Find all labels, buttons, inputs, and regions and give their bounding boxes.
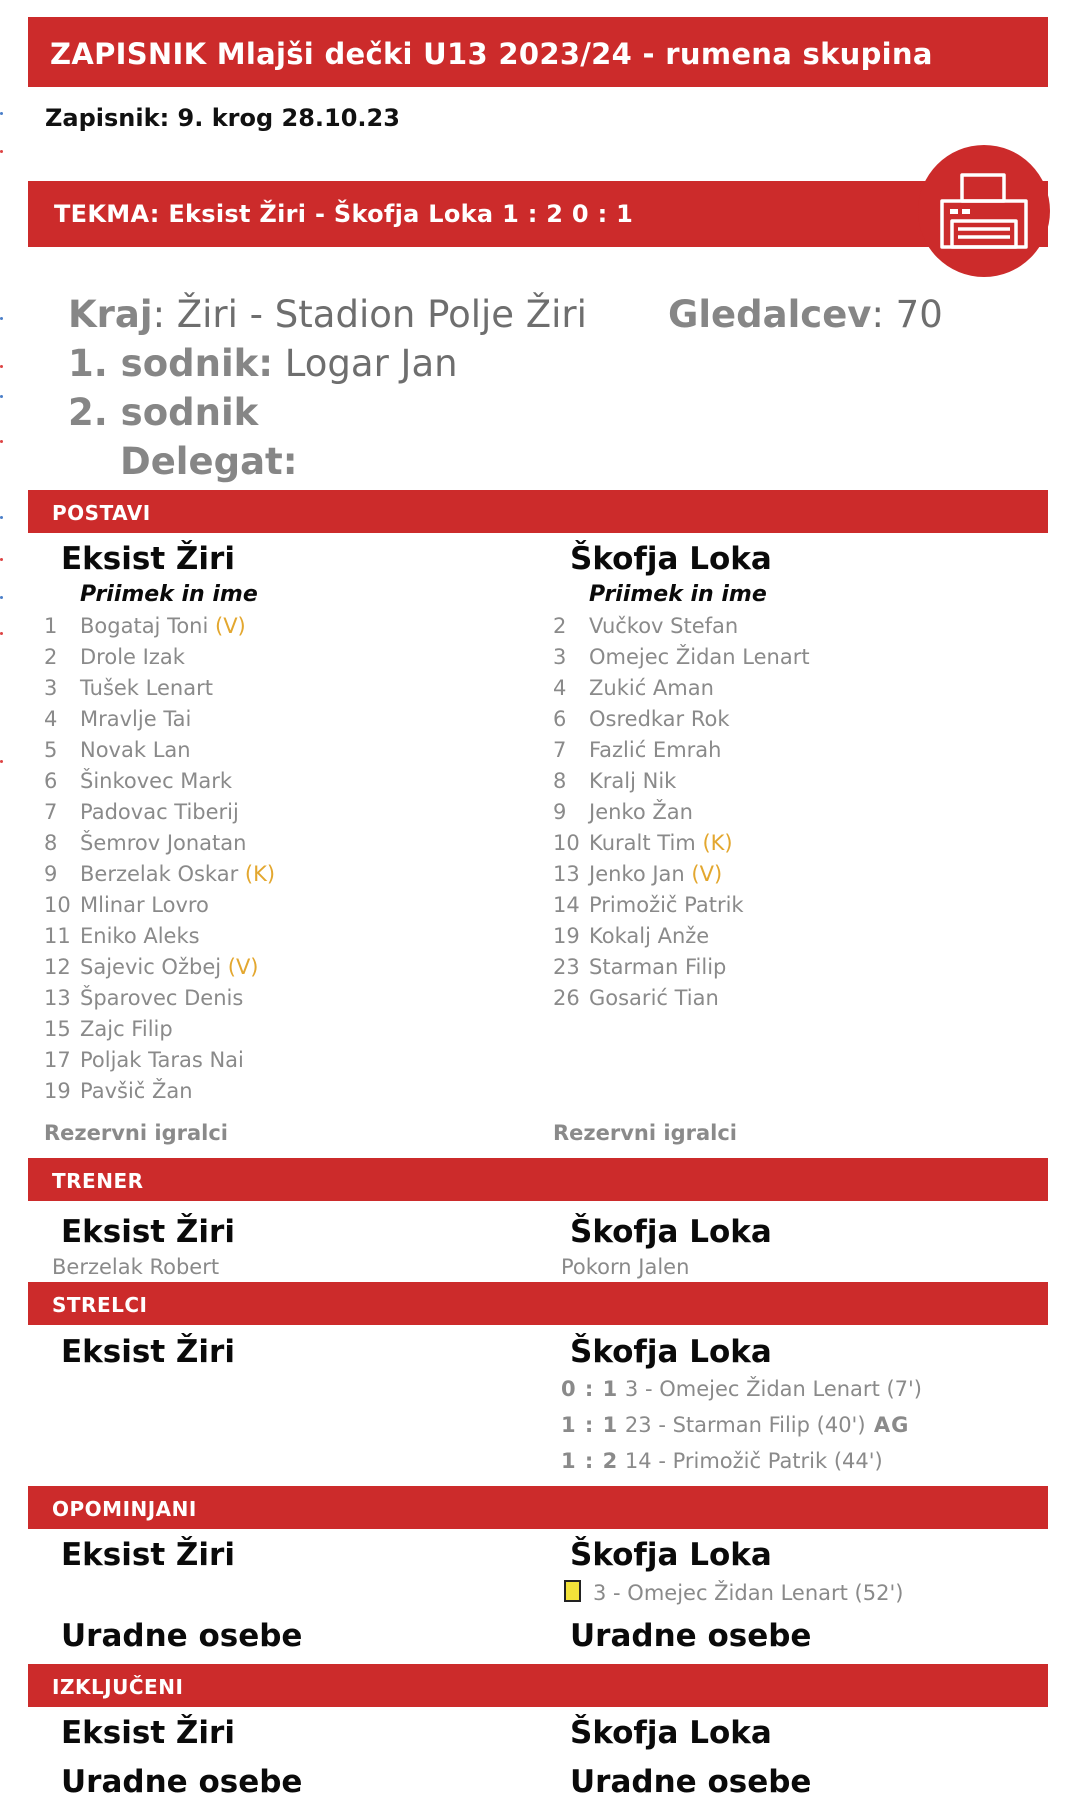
edge-artifact [0, 760, 3, 763]
player-number: 23 [553, 955, 580, 979]
section-cautions: OPOMINJANI [28, 1486, 1048, 1529]
yellow-card-icon [564, 1580, 581, 1602]
coach-away-name: Pokorn Jalen [561, 1255, 690, 1279]
scorers-home-team: Eksist Žiri [61, 1334, 235, 1370]
player-row [553, 800, 693, 824]
player-number: 1 [44, 614, 58, 638]
player-name: Gosarić Tian [589, 986, 719, 1010]
delegate-label: Delegat: [120, 440, 298, 483]
edge-artifact [0, 317, 3, 320]
player-name: Zukić Aman [589, 676, 714, 700]
goal-score: 0 : 1 [561, 1377, 619, 1401]
lineup-away-team: Škofja Loka [570, 541, 772, 577]
edge-artifact [0, 365, 3, 368]
player-number: 19 [553, 924, 580, 948]
player-name: Sajevic Ožbej [80, 955, 222, 979]
coach-home-team: Eksist Žiri [61, 1214, 235, 1250]
spectators-label: Gledalcev [668, 293, 872, 336]
player-name: Jenko Žan [589, 800, 693, 824]
player-row [44, 1079, 193, 1103]
goal-row [561, 1413, 909, 1437]
player-row [553, 955, 726, 979]
referee2-label: 2. sodnik [68, 391, 259, 434]
player-name: Tušek Lenart [80, 676, 213, 700]
player-row [553, 893, 744, 917]
player-number: 2 [553, 614, 567, 638]
player-row [44, 1048, 244, 1072]
venue-value: : Žiri - Stadion Polje Žiri [152, 293, 587, 336]
section-lineups: POSTAVI [28, 490, 1048, 533]
player-name: Šparovec Denis [80, 986, 244, 1010]
print-button[interactable] [918, 145, 1050, 277]
goal-score: 1 : 2 [561, 1449, 619, 1473]
player-name: Primožič Patrik [589, 893, 744, 917]
player-number: 3 [44, 676, 58, 700]
round-subtitle: Zapisnik: 9. krog 28.10.23 [45, 104, 400, 132]
player-name: Zajc Filip [80, 1017, 173, 1041]
player-row [553, 769, 676, 793]
player-number: 10 [553, 831, 580, 855]
goal-row [561, 1377, 922, 1401]
player-name: Šemrov Jonatan [80, 831, 247, 855]
player-number: 9 [553, 800, 567, 824]
player-name: Mravlje Tai [80, 707, 192, 731]
player-row [44, 893, 209, 917]
referee1-label: 1. sodnik: [68, 342, 274, 385]
player-number: 17 [44, 1048, 71, 1072]
player-row [553, 831, 733, 855]
section-scorers: STRELCI [28, 1282, 1048, 1325]
goal-score: 1 : 1 [561, 1413, 619, 1437]
player-role-tag: (V) [208, 614, 246, 638]
player-role-tag: (K) [238, 862, 276, 886]
player-name: Jenko Jan [589, 862, 685, 886]
player-name: Mlinar Lovro [80, 893, 209, 917]
venue-line [68, 293, 587, 336]
cautions-away-team: Škofja Loka [570, 1537, 772, 1573]
player-number: 4 [44, 707, 58, 731]
player-number: 26 [553, 986, 580, 1010]
player-row [44, 738, 191, 762]
spectators-value: : 70 [871, 293, 943, 336]
player-row [553, 645, 810, 669]
player-row [44, 955, 259, 979]
player-number: 7 [553, 738, 567, 762]
player-number: 5 [44, 738, 58, 762]
player-row [44, 862, 275, 886]
delegate-line [120, 440, 298, 483]
player-number: 11 [44, 924, 71, 948]
player-number: 10 [44, 893, 71, 917]
lineup-home-column-header: Priimek in ime [80, 582, 258, 607]
player-number: 19 [44, 1079, 71, 1103]
edge-artifact [0, 632, 3, 635]
player-role-tag: (V) [221, 955, 259, 979]
sendoffs-home-officials: Uradne osebe [61, 1764, 303, 1800]
player-number: 2 [44, 645, 58, 669]
player-number: 12 [44, 955, 71, 979]
player-name: Starman Filip [589, 955, 727, 979]
player-name: Drole Izak [80, 645, 185, 669]
player-number: 15 [44, 1017, 71, 1041]
player-row [44, 707, 191, 731]
goal-scorer: 3 - Omejec Židan Lenart (7') [618, 1377, 922, 1401]
player-row [44, 986, 243, 1010]
caution-text: 3 - Omejec Židan Lenart (52') [593, 1581, 904, 1605]
player-row [44, 1017, 173, 1041]
player-row [44, 645, 185, 669]
scorers-away-team: Škofja Loka [570, 1334, 772, 1370]
player-row [553, 986, 719, 1010]
coach-home-name: Berzelak Robert [52, 1255, 220, 1279]
venue-label: Kraj [68, 293, 153, 336]
referee1-value: Logar Jan [273, 342, 458, 385]
page-title: ZAPISNIK Mlajši dečki U13 2023/24 - rumena skupina [28, 17, 1048, 87]
player-row [553, 738, 721, 762]
player-name: Osredkar Rok [589, 707, 730, 731]
player-row [553, 862, 722, 886]
referee1-line [68, 342, 458, 385]
lineup-home-team: Eksist Žiri [61, 541, 235, 577]
player-name: Fazlić Emrah [589, 738, 722, 762]
player-row [44, 676, 213, 700]
player-row [44, 800, 239, 824]
goal-row [561, 1449, 883, 1473]
player-row [553, 676, 714, 700]
home-reserves-label: Rezervni igralci [44, 1121, 228, 1145]
player-name: Berzelak Oskar [80, 862, 239, 886]
sendoffs-away-team: Škofja Loka [570, 1715, 772, 1751]
player-number: 14 [553, 893, 580, 917]
match-title: TEKMA: Eksist Žiri - Škofja Loka 1 : 2 0 : 1 [28, 181, 1048, 247]
player-name: Šinkovec Mark [80, 769, 233, 793]
printer-icon [918, 145, 1050, 277]
edge-artifact [0, 112, 3, 115]
player-row [44, 614, 246, 638]
player-number: 6 [44, 769, 58, 793]
player-name: Novak Lan [80, 738, 191, 762]
sendoffs-home-team: Eksist Žiri [61, 1715, 235, 1751]
player-number: 13 [553, 862, 580, 886]
player-name: Kralj Nik [589, 769, 677, 793]
referee2-line [68, 391, 258, 434]
edge-artifact [0, 440, 3, 443]
player-name: Eniko Aleks [80, 924, 200, 948]
player-row [553, 707, 730, 731]
edge-artifact [0, 150, 3, 153]
player-row [44, 831, 246, 855]
edge-artifact [0, 558, 3, 561]
player-name: Pavšič Žan [80, 1079, 193, 1103]
edge-artifact [0, 516, 3, 519]
player-row [553, 614, 738, 638]
player-row [44, 924, 200, 948]
player-number: 4 [553, 676, 567, 700]
goal-note: AG [865, 1413, 910, 1437]
player-name: Kuralt Tim [589, 831, 696, 855]
cautions-away-officials: Uradne osebe [570, 1618, 812, 1654]
caution-row [564, 1580, 903, 1605]
section-sendoffs: IZKLJUČENI [28, 1664, 1048, 1707]
cautions-home-team: Eksist Žiri [61, 1537, 235, 1573]
player-number: 9 [44, 862, 58, 886]
player-name: Bogataj Toni [80, 614, 209, 638]
sendoffs-away-officials: Uradne osebe [570, 1764, 812, 1800]
player-role-tag: (K) [695, 831, 733, 855]
edge-artifact [0, 395, 3, 398]
section-coaches: TRENER [28, 1158, 1048, 1201]
player-name: Omejec Židan Lenart [589, 645, 810, 669]
cautions-home-officials: Uradne osebe [61, 1618, 303, 1654]
player-number: 7 [44, 800, 58, 824]
player-role-tag: (V) [684, 862, 723, 886]
goal-scorer: 23 - Starman Filip (40') [618, 1413, 866, 1437]
player-row [553, 924, 709, 948]
player-name: Padovac Tiberij [80, 800, 239, 824]
lineup-away-column-header: Priimek in ime [589, 582, 767, 607]
player-number: 13 [44, 986, 71, 1010]
coach-away-team: Škofja Loka [570, 1214, 772, 1250]
player-row [44, 769, 232, 793]
away-reserves-label: Rezervni igralci [553, 1121, 737, 1145]
goal-scorer: 14 - Primožič Patrik (44') [618, 1449, 883, 1473]
player-number: 6 [553, 707, 567, 731]
player-name: Poljak Taras Nai [80, 1048, 244, 1072]
player-name: Kokalj Anže [589, 924, 710, 948]
spectators-line [668, 293, 943, 336]
player-number: 3 [553, 645, 567, 669]
player-name: Vučkov Stefan [589, 614, 739, 638]
edge-artifact [0, 596, 3, 599]
player-number: 8 [44, 831, 58, 855]
player-number: 8 [553, 769, 567, 793]
